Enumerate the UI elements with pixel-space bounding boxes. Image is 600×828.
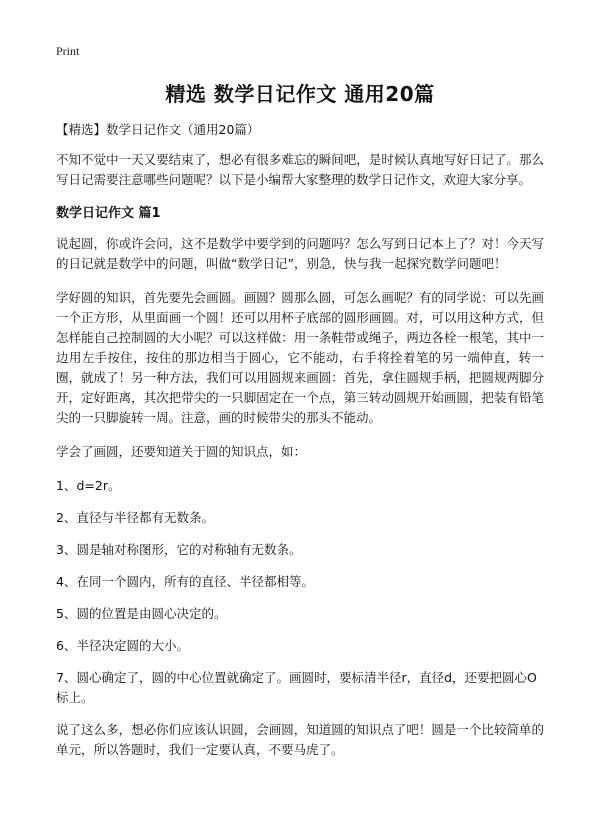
document-subtitle: 【精选】数学日记作文（通用20篇）: [56, 122, 260, 137]
document-body: [56, 120, 544, 774]
list-item: 7、圆心确定了，圆的中心位置就确定了。画圆时，要标清半径r，直径d，还要把圆心O标上。: [56, 670, 537, 705]
paragraph-3: 学会了画圆，还要知道关于圆的知识点，如：: [56, 444, 307, 459]
paragraph-2: 学好圆的知识，首先要先会画圆。画圆？圆那么圆，可怎么画呢？有的同学说：可以先画一个正方形，从里面画一个圆！还可以用杯子底部的圆形画圆。对，可以用这种方式，但怎样能自己控制圆的大小呢？可以这样做：用一条鞋带或绳子，两边各栓一根笔，其中一边用左手按住，按住的那边相当于圆心，它不能动，右手将拴着笔的另一端伸直，转一圈，就成了！另一种方法，我们可以用圆规来画圆：首先，拿住圆规手柄，把圆规两脚分开，定好距离，其次把带尖的一只脚固定在一个点，第三转动圆规开始画圆，把装有铅笔尖的一只脚旋转一周。注意，画的时候带尖的那头不能动。: [56, 290, 544, 425]
print-label: Print: [56, 44, 80, 58]
paragraph-1: 说起圆，你或许会问，这不是数学中要学到的问题吗？怎么写到日记本上了？对！今天写的日记就是数学中的问题，叫做“数学日记”，别急，快与我一起探究数学问题吧！: [56, 236, 544, 271]
list-item: 3、圆是轴对称图形，它的对称轴有无数条。: [56, 542, 302, 557]
intro-paragraph: 不知不觉中一天又要结束了，想必有很多难忘的瞬间吧，是时候认真地写好日记了。那么写日记需要注意哪些问题呢？以下是小编帮大家整理的数学日记作文，欢迎大家分享。: [56, 152, 544, 187]
section-heading: 数学日记作文 篇1: [56, 206, 161, 221]
closing-paragraph: 说了这么多，想必你们应该认识圆，会画圆，知道圆的知识点了吧！圆是一个比较简单的单元，所以答题时，我们一定要认真，不要马虎了。: [56, 722, 544, 757]
list-item: 5、圆的位置是由圆心决定的。: [56, 606, 227, 621]
list-item: 2、直径与半径都有无数条。: [56, 510, 214, 525]
document-title: 精选 数学日记作文 通用20篇: [165, 82, 435, 106]
list-item: 4、在同一个圆内，所有的直径、半径都相等。: [56, 574, 314, 589]
list-item: 6、半径决定圆的大小。: [56, 638, 189, 653]
list-item: 1、d=2r。: [56, 478, 121, 493]
